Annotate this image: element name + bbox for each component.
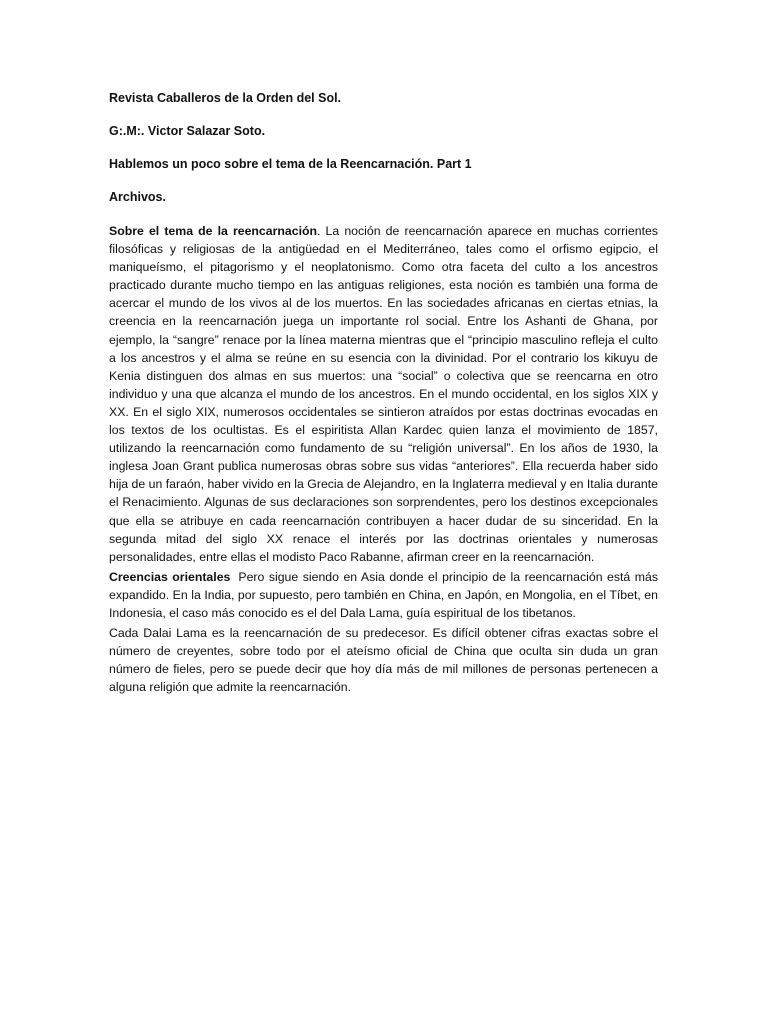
paragraph-text: Pero sigue siendo en Asia donde el principio de la reencarnación está más expandido. En la India, por supuesto, pero también en China, en Japón, en Mongolia, en el Tíbet, en Indonesia, el caso más conocido es el del Dala Lama, guía espiritual de los tibetanos. (109, 569, 658, 620)
paragraph-text: . La noción de reencarnación aparece en muchas corrientes filosóficas y religiosas de la antigüedad en el Mediterráneo, tales como el orfismo egipcio, el maniqueísmo, el pitagorismo y el neoplatonismo. Como otra faceta del culto a los ancestros practicado durante mucho tiempo en las antiguas religiones, esta noción es también una forma de acercar el mundo de los vivos al de los muertos. En las sociedades africanas en ciertas etnias, la creencia en la reencarnación juega un importante rol social. Entre los Ashanti de Ghana, por ejemplo, la “sangre” renace por la línea materna mientras que el “principio masculino refleja el culto a los ancestros y el alma se reúne en su esencia con la divinidad. Por el contrario los kikuyu de Kenia distinguen dos almas en sus muertos: una “social” o colectiva que se reencarna en otro individuo y una que alcanza el mundo de los ancestros. En el mundo occidental, en los siglos XIX y XX. En el siglo XIX, numerosos occidentales se sintieron atraídos por estas doctrinas evocadas en los textos de los ocultistas. Es el espiritista Allan Kardec quien lanza el movimiento de 1857, utilizando la reencarnación como fundamento de su “religión universal”. En los años de 1930, la inglesa Joan Grant publica numerosas obras sobre sus vidas “anteriores”. Ella recuerda haber sido hija de un faraón, haber vivido en la Grecia de Alejandro, en la Inglaterra medieval y en Italia durante el Renacimiento. Algunas de sus declaraciones son sorprendentes, pero los destinos excepcionales que ella se atribuye en cada reencarnación contribuyen a hacer dudar de su sinceridad. En la segunda mitad del siglo XX renace el interés por las doctrinas orientales y numerosas personalidades, entre ellas el modisto Paco Rabanne, afirman creer en la reencarnación. (109, 224, 658, 564)
section-label: Archivos. (109, 190, 166, 204)
paragraph-dalai-lama (109, 624, 658, 696)
article-title: Hablemos un poco sobre el tema de la Reencarnación. Part 1 (109, 157, 472, 171)
author-line: G:.M:. Victor Salazar Soto. (109, 124, 266, 138)
paragraph-lead: Sobre el tema de la reencarnación (109, 224, 318, 238)
magazine-title: Revista Caballeros de la Orden del Sol. (109, 91, 342, 105)
paragraph-creencias-orientales (109, 568, 658, 622)
paragraph-text: Cada Dalai Lama es la reencarnación de su predecesor. Es difícil obtener cifras exactas sobre el número de creyentes, sobre todo por el ateísmo oficial de China que oculta sin duda un gran número de fieles, pero se puede decir que hoy día más de mil millones de personas pertenecen a alguna religión que admite la reencarnación. (109, 626, 658, 695)
paragraph-reencarnacion (109, 222, 658, 566)
paragraph-lead: Creencias orientales (109, 569, 231, 584)
document-body (109, 90, 658, 698)
